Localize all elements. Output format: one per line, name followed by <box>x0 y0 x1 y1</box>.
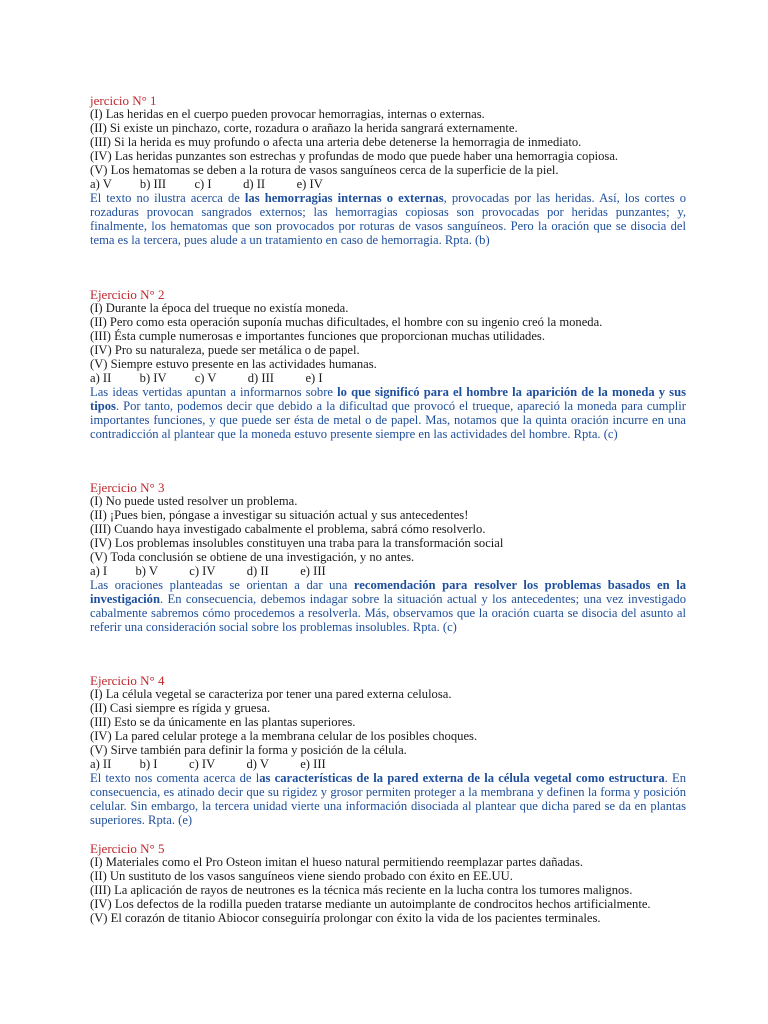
exercise-title: Ejercicio N° 4 <box>90 673 165 688</box>
exercise-3 <box>90 480 686 634</box>
explanation-emphasis: as características de la pared externa de la célula vegetal como estructura <box>259 771 665 786</box>
exercise-4 <box>90 673 686 827</box>
explanation-emphasis: lo que significó para el hombre la aparición de la moneda y sus tipos <box>90 385 686 414</box>
sentence: (IV) Los problemas insolubles constituyen una traba para la transformación social <box>90 535 504 550</box>
exercise-title: Ejercicio N° 5 <box>90 841 165 856</box>
sentence: (V) Siempre estuvo presente en las actividades humanas. <box>90 356 377 371</box>
explanation-text: . En consecuencia, debemos indagar sobre la situación actual y los antecedentes; una vez investigado cabalmente sabremos cómo procedemos a resolverla. Más, observamos que la oración cuarta se disocia del asunto al referir una consideración social sobre los problemas insolubles. Rpta. (c) <box>90 592 686 635</box>
sentence: (IV) La pared celular protege a la membrana celular de los posibles choques. <box>90 728 478 743</box>
explanation-text: El texto nos comenta acerca de l <box>90 771 260 786</box>
sentence: (IV) Los defectos de la rodilla pueden tratarse mediante un autoimplante de condrocitos hechos artificialmente. <box>90 896 651 911</box>
exercise-1 <box>90 93 686 247</box>
sentence: (V) Los hematomas se deben a la rotura de vasos sanguíneos cerca de la superficie de la piel. <box>90 162 559 177</box>
exercise-5 <box>90 841 686 926</box>
answer-options: a) II b) I c) IV d) V e) III <box>90 756 326 771</box>
explanation-text: . Por tanto, podemos decir que debido a la dificultad que provocó el trueque, apareció la moneda para cumplir importantes funciones, y que puede ser ésta de metal o de papel. Mas, notamos que la quinta oración incurre en una contradicción al plantear que la moneda estuvo presente siempre en las actividades del hombre. Rpta. (c) <box>90 399 686 442</box>
answer-options: a) V b) III c) I d) II e) IV <box>90 176 323 191</box>
sentence: (I) Materiales como el Pro Osteon imitan el hueso natural permitiendo reemplazar partes dañadas. <box>90 855 584 869</box>
answer-options: a) II b) IV c) V d) III e) I <box>90 370 323 385</box>
sentence: (II) Pero como esta operación suponía muchas dificultades, el hombre con su ingenio creó la moneda. <box>90 314 603 329</box>
explanation-text: , provocadas por las heridas. Así, los cortes o rozaduras provocan sangrados externos; las hemorragias copiosas son provocadas por heridas punzantes; y, finalmente, los hematomas que son provocados por roturas de vasos sanguíneos. Pero la oración que se disocia del tema es la tercera, pues alude a un tratamiento en caso de hemorragia. Rpta. (b) <box>90 191 686 248</box>
sentence: (I) Durante la época del trueque no existía moneda. <box>90 301 349 315</box>
explanation-text: Las ideas vertidas apuntan a informarnos sobre <box>90 385 338 400</box>
explanation-emphasis: las hemorragias internas o externas <box>244 191 444 206</box>
sentence: (V) El corazón de titanio Abiocor conseguiría prolongar con éxito la vida de los pacientes terminales. <box>90 910 601 925</box>
exercise-title: Ejercicio N° 2 <box>90 287 165 302</box>
explanation <box>90 578 686 634</box>
explanation <box>90 385 686 441</box>
sentence: (II) Casi siempre es rígida y gruesa. <box>90 700 271 715</box>
sentence: (II) Un sustituto de los vasos sanguíneos viene siendo probado con éxito en EE.UU. <box>90 868 513 883</box>
explanation-text: El texto no ilustra acerca de <box>90 191 245 206</box>
sentence: (III) Esto se da únicamente en las plantas superiores. <box>90 714 356 729</box>
sentence: (I) Las heridas en el cuerpo pueden provocar hemorragias, internas o externas. <box>90 107 485 121</box>
explanation <box>90 771 686 827</box>
sentence: (III) Ésta cumple numerosas e importantes funciones que proporcionan muchas utilidades. <box>90 328 545 343</box>
explanation <box>90 191 686 247</box>
sentence: (V) Toda conclusión se obtiene de una investigación, y no antes. <box>90 549 415 564</box>
exercise-title: jercicio N° 1 <box>90 93 157 108</box>
sentence: (II) ¡Pues bien, póngase a investigar su situación actual y sus antecedentes! <box>90 507 469 522</box>
sentence: (III) La aplicación de rayos de neutrones es la técnica más reciente en la lucha contra los tumores malignos. <box>90 882 633 897</box>
sentence: (V) Sirve también para definir la forma y posición de la célula. <box>90 742 407 757</box>
explanation-emphasis: recomendación para resolver los problemas basados en la investigación <box>90 578 686 607</box>
explanation-text: Las oraciones planteadas se orientan a dar una <box>90 578 354 593</box>
sentence: (I) La célula vegetal se caracteriza por tener una pared externa celulosa. <box>90 687 452 701</box>
sentence: (III) Si la herida es muy profundo o afecta una arteria debe detenerse la hemorragia de inmediato. <box>90 134 582 149</box>
explanation-text: . En consecuencia, es atinado decir que su rigidez y grosor permiten proteger a la membrana y definen la forma y posición celular. Sin embargo, la tercera unidad vierte una información disociada al plantear que dicha pared se da en plantas superiores. Rpta. (e) <box>90 771 686 828</box>
sentence: (II) Si existe un pinchazo, corte, rozadura o arañazo la herida sangrará externamente. <box>90 120 518 135</box>
sentence: (I) No puede usted resolver un problema. <box>90 494 298 508</box>
sentence: (III) Cuando haya investigado cabalmente el problema, sabrá cómo resolverlo. <box>90 521 486 536</box>
exercise-title: Ejercicio N° 3 <box>90 480 165 495</box>
sentence: (IV) Las heridas punzantes son estrechas y profundas de modo que puede haber una hemorragia copiosa. <box>90 148 619 163</box>
sentence: (IV) Pro su naturaleza, puede ser metálica o de papel. <box>90 342 360 357</box>
exercise-2 <box>90 287 686 441</box>
answer-options: a) I b) V c) IV d) II e) III <box>90 563 326 578</box>
